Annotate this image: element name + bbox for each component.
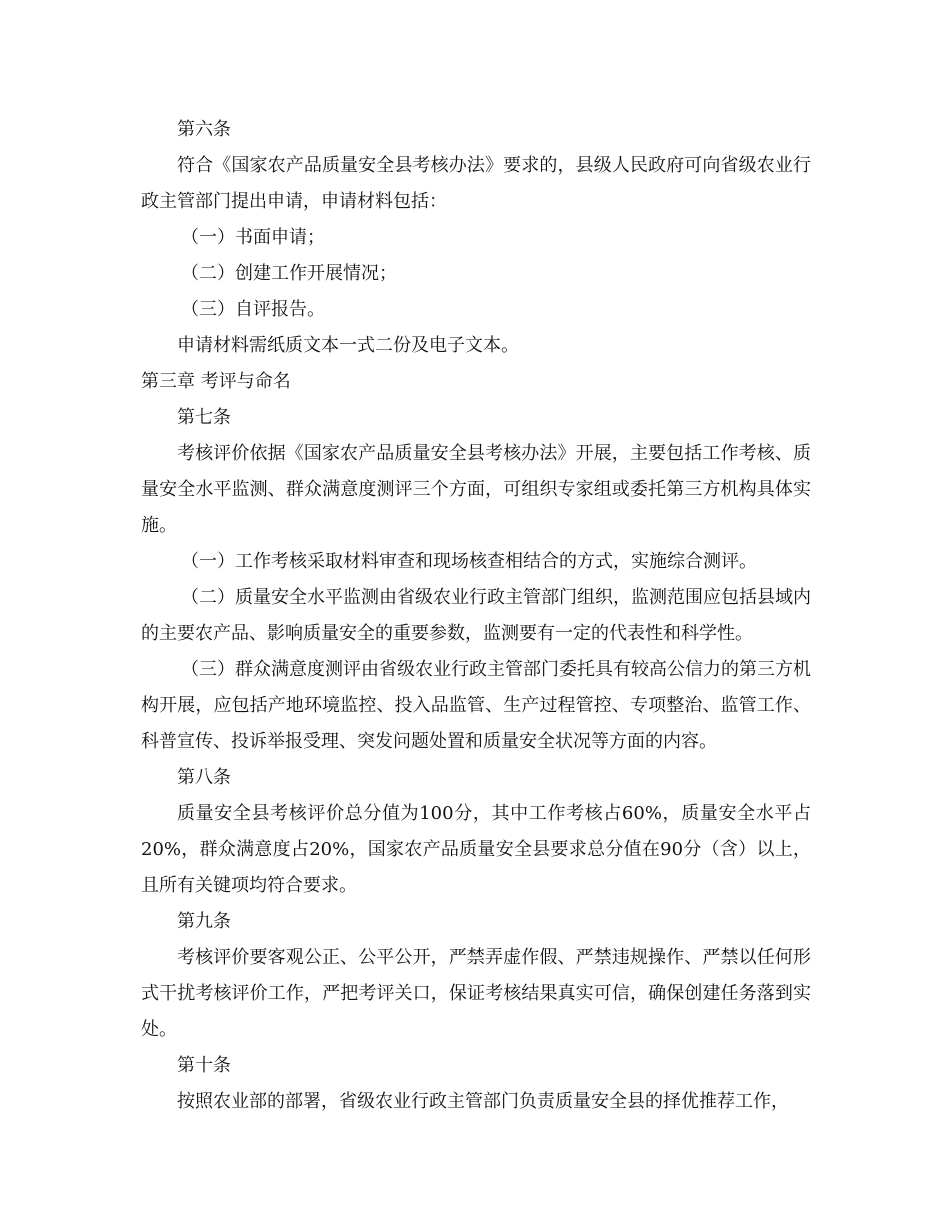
article-6-paragraph: 符合《国家农产品质量安全县考核办法》要求的，县级人民政府可向省级农业行政主管部门提出申请，申请材料包括： <box>141 155 811 212</box>
chapter-3-heading: 第三章 考评与命名 <box>141 371 291 392</box>
article-8-heading: 第八条 <box>177 767 231 788</box>
article-9-heading: 第九条 <box>177 911 231 932</box>
article-7-list-item-2: （二）质量安全水平监测由省级农业行政主管部门组织，监测范围应包括县域内的主要农产品、影响质量安全的重要参数，监测要有一定的代表性和科学性。 <box>141 587 811 644</box>
article-7-paragraph: 考核评价依据《国家农产品质量安全县考核办法》开展，主要包括工作考核、质量安全水平监测、群众满意度测评三个方面，可组织专家组或委托第三方机构具体实施。 <box>141 443 811 536</box>
article-7-list-item-3: （三）群众满意度测评由省级农业行政主管部门委托具有较高公信力的第三方机构开展，应包括产地环境监控、投入品监管、生产过程管控、专项整治、监管工作、科普宣传、投诉举报受理、突发问题处置和质量安全状况等方面的内容。 <box>141 659 811 752</box>
article-6-list-item-2: （二）创建工作开展情况； <box>181 263 397 284</box>
article-7-list-item-1: （一）工作考核采取材料审查和现场核查相结合的方式，实施综合测评。 <box>181 551 757 572</box>
article-6-list-item-1: （一）书面申请； <box>181 227 325 248</box>
article-8-paragraph: 质量安全县考核评价总分值为100分，其中工作考核占60%，质量安全水平占20%，群众满意度占20%，国家农产品质量安全县要求总分值在90分（含）以上，且所有关键项均符合要求。 <box>141 803 811 896</box>
document-body <box>141 112 811 1120</box>
article-9-paragraph: 考核评价要客观公正、公平公开，严禁弄虚作假、严禁违规操作、严禁以任何形式干扰考核评价工作，严把考评关口，保证考核结果真实可信，确保创建任务落到实处。 <box>141 947 811 1040</box>
article-6-note: 申请材料需纸质文本一式二份及电子文本。 <box>177 335 519 356</box>
article-10-paragraph: 按照农业部的部署，省级农业行政主管部门负责质量安全县的择优推荐工作， <box>177 1091 789 1112</box>
article-6-heading: 第六条 <box>177 119 231 140</box>
article-10-heading: 第十条 <box>177 1055 231 1076</box>
article-6-list-item-3: （三）自评报告。 <box>181 299 325 320</box>
article-7-heading: 第七条 <box>177 407 231 428</box>
